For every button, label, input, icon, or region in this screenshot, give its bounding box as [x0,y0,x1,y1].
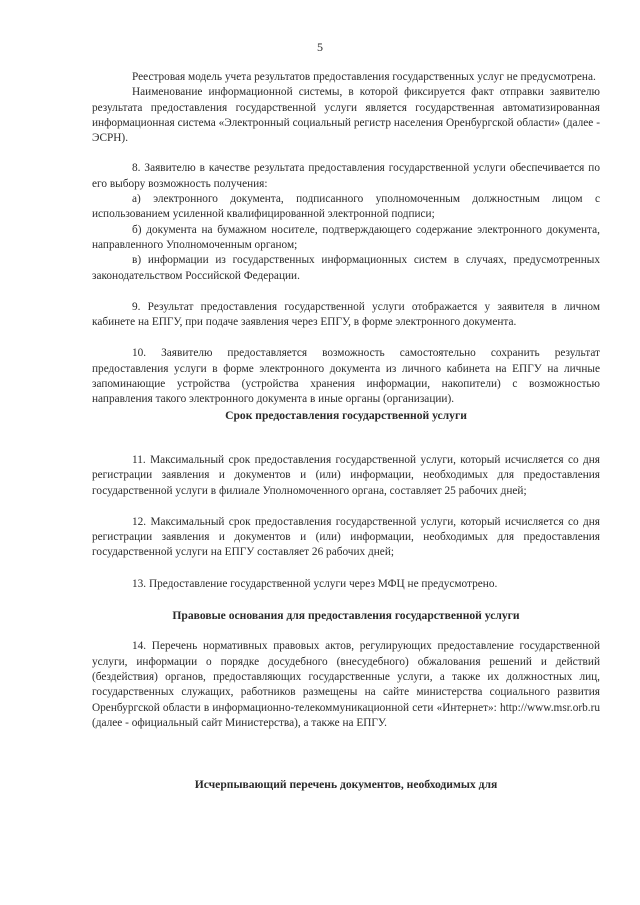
paragraph-9: 9. Результат предоставления государственной услуги отображается у заявителя в личном кабинете на ЕПГУ, при подаче заявления через ЕПГУ, в форме электронного документа. [92,300,600,329]
paragraph-8-item-a: а) электронного документа, подписанного уполномоченным должностным лицом с использованием усиленной квалифицированной электронной подписи; [92,193,600,221]
document-body [92,70,600,792]
paragraph-14: 14. Перечень нормативных правовых актов, регулирующих предоставление государственной услуги, информации о порядке досудебного (внесудебного) обжалования решений и действий (бездействия) органов, предоставляющих государственные услуги, а также их должностных лиц, государственных служащих, работников размещены на сайте министерства социального развития Оренбургской области в информационно-телекоммуникационной сети «Интернет»: http://www.msr.orb.ru (далее - официальный сайт Министерства), а также на ЕПГУ. [92,640,600,729]
paragraph-information-system: Наименование информационной системы, в которой фиксируется факт отправки заявителю результата предоставления государственной услуги является государственная автоматизированная информационная система «Электронный социальный регистр населения Оренбургской области» (далее - ЭСРН). [92,86,600,145]
section-heading-legal: Правовые основания для предоставления государственной услуги [172,609,520,623]
paragraph-8-intro: 8. Заявителю в качестве результата предоставления государственной услуги обеспечивается по его выбору возможность получения: [92,162,600,190]
paragraph-11: 11. Максимальный срок предоставления государственной услуги, который исчисляется со дня регистрации заявления и документов и (или) информации, необходимых для предоставления государственной услуги в филиале Уполномоченного органа, составляет 25 рабочих дней; [92,453,600,497]
paragraph-12: 12. Максимальный срок предоставления государственной услуги, который исчисляется со дня регистрации заявления и документов и (или) информации, необходимых для предоставления государственной услуги на ЕПГУ составляет 26 рабочих дней; [92,515,600,559]
paragraph-13: 13. Предоставление государственной услуги через МФЦ не предусмотрено. [132,577,498,590]
page-number: 5 [317,40,323,54]
section-heading-term: Срок предоставления государственной услуги [225,408,467,422]
section-heading-documents: Исчерпывающий перечень документов, необходимых для [194,778,498,792]
paragraph-registry-model: Реестровая модель учета результатов предоставления государственных услуг не предусмотрена. [132,71,596,83]
paragraph-8-item-c: в) информации из государственных информационных систем в случаях, предусмотренных законодательством Российской Федерации. [92,254,600,282]
paragraph-8-item-b: б) документа на бумажном носителе, подтверждающего содержание электронного документа, направленного Уполномоченным органом; [92,223,600,251]
paragraph-10: 10. Заявителю предоставляется возможность самостоятельно сохранить результат предоставления услуги в форме электронного документа из личного кабинета на ЕПГУ на личные запоминающие устройства (устройства хранения информации, накопители) с возможностью направления такого электронного документа в иные органы (организации). [92,347,600,406]
